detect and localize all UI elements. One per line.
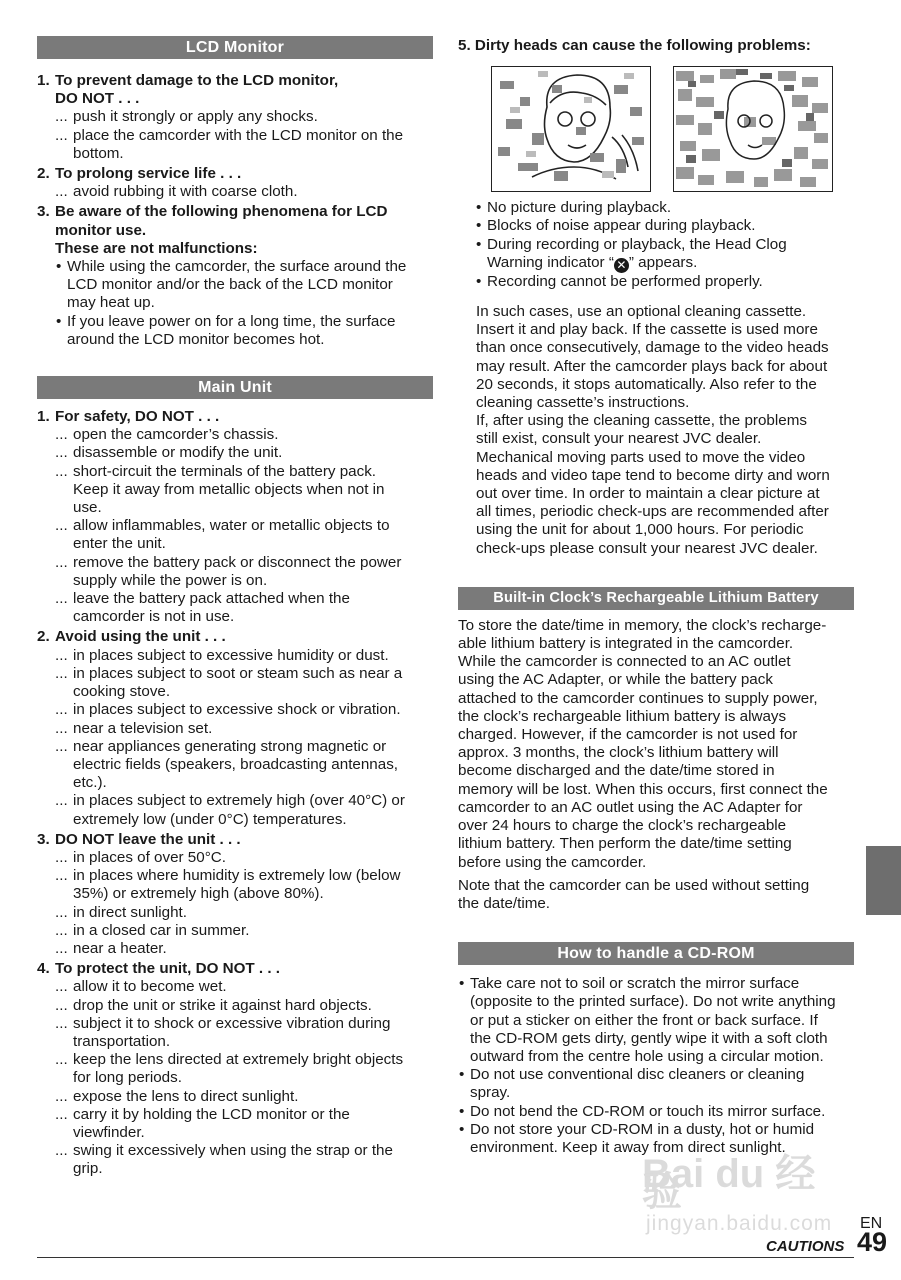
item-number: 1. (37, 72, 50, 89)
dirty-heads-problems (458, 199, 854, 291)
paragraph-line: lithium battery. Then perform the date/time setting (458, 835, 792, 853)
cdrom-header: How to handle a CD-ROM (458, 942, 854, 965)
sub-item (55, 738, 433, 793)
bullet-line: While using the camcorder, the surface around the (67, 258, 407, 276)
lcd-monitor-section (37, 72, 433, 349)
paragraph-line: Mechanical moving parts used to move the video (476, 448, 806, 466)
sub-item-line: remove the battery pack or disconnect the power (73, 553, 402, 571)
paragraph-line: check-ups please consult your nearest JVC dealer. (476, 539, 818, 557)
sub-item (55, 444, 433, 462)
sub-item (55, 922, 433, 940)
item-number: 3. (37, 830, 50, 848)
sub-item-text (73, 738, 433, 793)
item-title (55, 72, 433, 108)
sub-item-text (73, 517, 433, 553)
sub-item-text (73, 792, 433, 828)
footer-section-name: CAUTIONS (766, 1238, 845, 1255)
sub-item (55, 1015, 433, 1051)
sub-item-line: viewfinder. (73, 1123, 145, 1141)
sub-item-text (73, 1088, 433, 1106)
paragraph-line: the date/time. (458, 894, 551, 912)
sub-item-line: near a television set. (73, 719, 213, 737)
bullet-line: spray. (470, 1084, 511, 1102)
paragraph-line: memory will be lost. When this occurs, first connect the (458, 780, 828, 798)
sub-item-line: drop the unit or strike it against hard objects. (73, 996, 372, 1014)
paragraph-line: cleaning cassette’s instructions. (476, 394, 690, 412)
ellipsis-marker: ... (55, 462, 68, 480)
lithium-battery-header: Built-in Clock’s Rechargeable Lithium Battery (458, 587, 854, 610)
sub-item (55, 183, 433, 201)
sub-item (55, 554, 433, 590)
head-clog-warning-icon: ✕ (614, 258, 629, 273)
footer-language: EN (860, 1215, 883, 1232)
paragraph-line: If, after using the cleaning cassette, the problems (476, 412, 807, 430)
sub-item-line: place the camcorder with the LCD monitor on the (73, 126, 404, 144)
sub-item-line: swing it excessively when using the strap or the (73, 1142, 393, 1160)
sub-item-text (73, 665, 433, 701)
sub-item-line: supply while the power is on. (73, 571, 268, 589)
sub-item-line: in places subject to soot or steam such as near a (73, 664, 403, 682)
paragraph-line: still exist, consult your nearest JVC dealer. (476, 430, 762, 448)
sub-item-line: etc.). (73, 774, 107, 792)
paragraph-line: Note that the camcorder can be used without setting (458, 876, 810, 894)
sub-item-line: in places of over 50°C. (73, 848, 226, 866)
paragraph-line: the clock’s rechargeable lithium battery is always (458, 707, 787, 725)
ellipsis-marker: ... (55, 903, 68, 921)
numbered-item (37, 960, 433, 1178)
sub-item-line: expose the lens to direct sunlight. (73, 1087, 299, 1105)
sub-item-text (73, 978, 433, 996)
ellipsis-marker: ... (55, 664, 68, 682)
item-title-line: To protect the unit, DO NOT . . . (55, 960, 280, 978)
ellipsis-marker: ... (55, 1105, 68, 1123)
ellipsis-marker: ... (55, 701, 68, 719)
sub-item-line: push it strongly or apply any shocks. (73, 108, 318, 126)
item-number: 2. (37, 165, 50, 183)
sub-item-line: enter the unit. (73, 535, 166, 553)
left-column (37, 36, 433, 1179)
numbered-item (37, 408, 433, 626)
numbered-item (37, 628, 433, 828)
sub-item (55, 867, 433, 903)
item-title-line: DO NOT . . . (55, 90, 140, 108)
bullet-line: around the LCD monitor becomes hot. (67, 330, 325, 348)
item-number: 2. (37, 628, 50, 646)
ellipsis-marker: ... (55, 1142, 68, 1160)
bullet-text (470, 1103, 854, 1121)
sub-item-line: electric fields (speakers, broadcasting antennas, (73, 755, 399, 773)
sub-item (55, 426, 433, 444)
paragraph (458, 877, 854, 913)
sub-item-text (73, 720, 433, 738)
bullet-text (487, 217, 854, 235)
sub-item (55, 940, 433, 958)
bullet-line: outward from the centre hole using a circular motion. (470, 1047, 824, 1065)
paragraph-line: heads and video tape tend to become dirty and worn (476, 466, 830, 484)
ellipsis-marker: ... (55, 553, 68, 571)
sub-item (55, 647, 433, 665)
picture-with-noise-blocks (491, 66, 651, 192)
lithium-battery-text (458, 617, 854, 872)
item-title-line: These are not malfunctions: (55, 239, 258, 257)
sub-item-line: in places subject to extremely high (over 40°C) or (73, 792, 405, 810)
ellipsis-marker: ... (55, 426, 68, 444)
paragraph-line: may result. After the camcorder plays back for about (476, 357, 828, 375)
dirty-heads-title: 5. Dirty heads can cause the following problems: (458, 37, 811, 54)
sub-item-line: avoid rubbing it with coarse cloth. (73, 183, 298, 201)
item-title (55, 408, 433, 426)
sub-item-line: open the camcorder’s chassis. (73, 426, 279, 444)
ellipsis-marker: ... (55, 183, 68, 201)
sub-item-text (73, 590, 433, 626)
item-title (55, 831, 433, 849)
sub-item-line: 35%) or extremely high (above 80%). (73, 885, 324, 903)
paragraph-line: over 24 hours to charge the clock’s rechargeable (458, 817, 787, 835)
sub-item-text (73, 426, 433, 444)
bullet-line: the CD-ROM gets dirty, gently wipe it with a soft cloth (470, 1029, 828, 1047)
footer-rule (37, 1257, 854, 1258)
sub-item (55, 665, 433, 701)
bullet-line: Warning indicator “ (487, 253, 614, 271)
item-number: 4. (37, 960, 50, 978)
right-column (458, 36, 854, 1157)
item-title-line: DO NOT leave the unit . . . (55, 830, 241, 848)
bullet-item (55, 258, 433, 313)
sub-item-text (73, 463, 433, 518)
sub-item-line: subject it to shock or excessive vibration during (73, 1014, 391, 1032)
sub-item-line: carry it by holding the LCD monitor or the (73, 1105, 350, 1123)
ellipsis-marker: ... (55, 590, 68, 608)
sub-item-line: extremely low (under 0°C) temperatures. (73, 810, 347, 828)
bullet-line: Do not use conventional disc cleaners or cleaning (470, 1066, 805, 1084)
bullet-line: environment. Keep it away from direct sunlight. (470, 1138, 786, 1156)
numbered-item (37, 831, 433, 958)
bullet-line: may heat up. (67, 294, 155, 312)
sub-item (55, 720, 433, 738)
sub-item-text (73, 904, 433, 922)
ellipsis-marker: ... (55, 1014, 68, 1032)
sub-item-text (73, 922, 433, 940)
sub-item-text (73, 940, 433, 958)
numbered-item (37, 165, 433, 201)
sub-item-line: cooking stove. (73, 683, 171, 701)
sub-item (55, 978, 433, 996)
sub-item (55, 1088, 433, 1106)
sub-item (55, 997, 433, 1015)
sub-item-text (73, 647, 433, 665)
ellipsis-marker: ... (55, 719, 68, 737)
sub-item-text (73, 183, 433, 201)
sub-item-line: bottom. (73, 144, 124, 162)
sub-item-line: in places subject to excessive shock or vibration. (73, 701, 401, 719)
item-title (55, 628, 433, 646)
ellipsis-marker: ... (55, 939, 68, 957)
bullet-line: or put a sticker on either the front or back surface. If (470, 1011, 818, 1029)
lcd-monitor-header: LCD Monitor (37, 36, 433, 59)
bullet-item (475, 217, 854, 235)
item-title-line: Be aware of the following phenomena for LCD (55, 203, 388, 221)
ellipsis-marker: ... (55, 737, 68, 755)
sub-item-text (73, 701, 433, 719)
paragraph-line: 20 seconds, it stops automatically. Also refer to the (476, 375, 817, 393)
bullet-item (458, 1103, 854, 1121)
bullet-icon: • (476, 235, 482, 253)
bullet-text (487, 273, 854, 291)
paragraph-line: before using the camcorder. (458, 853, 647, 871)
paragraph-line: than once consecutively, damage to the video heads (476, 339, 829, 357)
paragraph-line: able lithium battery is integrated in the camcorder. (458, 635, 794, 653)
sub-item-text (73, 849, 433, 867)
sub-item (55, 463, 433, 518)
bullet-text (67, 313, 433, 349)
item-title-line: Avoid using the unit . . . (55, 628, 226, 646)
bullet-text (487, 236, 854, 273)
paragraph-line: approx. 3 months, the clock’s lithium battery will (458, 744, 779, 762)
page-edge-tab (866, 846, 901, 915)
sub-item-text (73, 127, 433, 163)
bullet-icon: • (476, 199, 482, 217)
paragraph-line: To store the date/time in memory, the clock’s recharge- (458, 616, 827, 634)
sub-item (55, 701, 433, 719)
sub-item-line: near a heater. (73, 939, 167, 957)
page-number: 49 (857, 1227, 888, 1257)
item-title (55, 960, 433, 978)
sub-item (55, 1142, 433, 1178)
numbered-item (37, 203, 433, 349)
bullet-icon: • (459, 1102, 465, 1120)
sub-item-line: allow it to become wet. (73, 978, 227, 996)
ellipsis-marker: ... (55, 792, 68, 810)
item-number: 3. (37, 203, 50, 221)
bullet-item (475, 199, 854, 217)
sub-item-text (73, 444, 433, 462)
ellipsis-marker: ... (55, 867, 68, 885)
paragraph-line: charged. However, if the camcorder is not used for (458, 726, 798, 744)
sub-item (55, 1051, 433, 1087)
sub-item (55, 517, 433, 553)
bullet-icon: • (476, 217, 482, 235)
ellipsis-marker: ... (55, 921, 68, 939)
sub-item-line: leave the battery pack attached when the (73, 590, 350, 608)
bullet-item (458, 1066, 854, 1102)
bullet-item (55, 313, 433, 349)
picture-heavy-noise (673, 66, 833, 192)
bullet-icon: • (56, 258, 62, 276)
sub-item-line: keep the lens directed at extremely bright objects (73, 1051, 404, 1069)
watermark-url: jingyan.baidu.com (646, 1212, 833, 1235)
sub-item-text (73, 1015, 433, 1051)
bullet-line: If you leave power on for a long time, the surface (67, 312, 396, 330)
ellipsis-marker: ... (55, 1051, 68, 1069)
bullet-line: Take care not to soil or scratch the mirror surface (470, 975, 800, 993)
item-title-line: To prolong service life . . . (55, 165, 242, 183)
main-unit-header: Main Unit (37, 376, 433, 399)
ellipsis-marker: ... (55, 126, 68, 144)
bullet-item (458, 975, 854, 1066)
item-number: 1. (37, 408, 50, 426)
bullet-text (487, 199, 854, 217)
bullet-line: LCD monitor and/or the back of the LCD monitor (67, 276, 393, 294)
item-title-line: monitor use. (55, 221, 147, 239)
paragraph-line: all times, periodic check-ups are recommended after (476, 503, 829, 521)
sub-item-line: grip. (73, 1160, 103, 1178)
sub-item-line: near appliances generating strong magnetic or (73, 737, 387, 755)
paragraph (458, 617, 854, 872)
paragraph-line: In such cases, use an optional cleaning cassette. (476, 303, 807, 321)
sub-item-text (73, 997, 433, 1015)
bullet-line: Blocks of noise appear during playback. (487, 217, 756, 235)
sub-item-text (73, 1142, 433, 1178)
ellipsis-marker: ... (55, 1087, 68, 1105)
item-title-line: To prevent damage to the LCD monitor, (55, 72, 339, 89)
bullet-line: Do not bend the CD-ROM or touch its mirror surface. (470, 1102, 826, 1120)
sub-item-line: short-circuit the terminals of the battery pack. (73, 462, 377, 480)
ellipsis-marker: ... (55, 517, 68, 535)
ellipsis-marker: ... (55, 444, 68, 462)
bullet-icon: • (459, 975, 465, 993)
bullet-item (475, 236, 854, 273)
sub-item (55, 590, 433, 626)
item-title-line: For safety, DO NOT . . . (55, 408, 220, 426)
ellipsis-marker: ... (55, 978, 68, 996)
bullet-line: (opposite to the printed surface). Do not write anything (470, 993, 836, 1011)
sub-item-line: use. (73, 499, 102, 517)
paragraph-line: While the camcorder is connected to an AC outlet (458, 653, 791, 671)
ellipsis-marker: ... (55, 996, 68, 1014)
bullet-line: Recording cannot be performed properly. (487, 272, 763, 290)
bullet-line: Do not store your CD-ROM in a dusty, hot or humid (470, 1120, 815, 1138)
bullet-line: No picture during playback. (487, 199, 672, 217)
sub-item-text (73, 1106, 433, 1142)
sub-item (55, 127, 433, 163)
sub-item (55, 904, 433, 922)
sub-item-line: for long periods. (73, 1069, 182, 1087)
main-unit-section (37, 408, 433, 1179)
noise-illustrations (458, 66, 854, 192)
bullet-text (67, 258, 433, 313)
baidu-watermark (642, 1152, 852, 1245)
bullet-icon: • (459, 1120, 465, 1138)
sub-item-text (73, 1051, 433, 1087)
ellipsis-marker: ... (55, 108, 68, 126)
sub-item-line: camcorder is not in use. (73, 608, 235, 626)
sub-item (55, 108, 433, 126)
sub-item-text (73, 554, 433, 590)
lithium-battery-note (458, 877, 854, 913)
item-title (55, 165, 433, 183)
paragraph-line: attached to the camcorder continues to supply power, (458, 689, 818, 707)
sub-item-text (73, 108, 433, 126)
numbered-item (37, 72, 433, 163)
paragraph-line: camcorder to an AC outlet using the AC Adapter for (458, 798, 803, 816)
paragraph-line: using the unit for about 1,000 hours. For periodic (476, 521, 804, 539)
sub-item-line: allow inflammables, water or metallic objects to (73, 517, 390, 535)
bullet-icon: • (459, 1066, 465, 1084)
paragraph-line: out over time. In order to maintain a clear picture at (476, 485, 820, 503)
ellipsis-marker: ... (55, 848, 68, 866)
sub-item-line: disassemble or modify the unit. (73, 444, 283, 462)
sub-item-line: in places subject to excessive humidity or dust. (73, 646, 389, 664)
sub-item-line: transportation. (73, 1032, 171, 1050)
bullet-item (475, 273, 854, 291)
sub-item-line: in places where humidity is extremely low (below (73, 867, 401, 885)
item-title (55, 203, 433, 258)
paragraph-line: Insert it and play back. If the cassette is used more (476, 321, 818, 339)
cleaning-advice (458, 303, 854, 558)
paragraph-line: using the AC Adapter, or while the battery pack (458, 671, 773, 689)
sub-item-text (73, 867, 433, 903)
sub-item-line: in direct sunlight. (73, 903, 187, 921)
paragraph (476, 303, 854, 558)
watermark-brand: Bai du 经验 (642, 1152, 816, 1215)
bullet-line: During recording or playback, the Head Clog (487, 235, 787, 253)
sub-item-line: in a closed car in summer. (73, 921, 250, 939)
bullet-line: ” appears. (628, 253, 698, 271)
bullet-text (470, 975, 854, 1066)
bullet-icon: • (56, 312, 62, 330)
sub-item (55, 792, 433, 828)
cdrom-handling-list (458, 975, 854, 1157)
bullet-text (470, 1066, 854, 1102)
paragraph-line: become discharged and the date/time stored in (458, 762, 775, 780)
sub-item (55, 849, 433, 867)
sub-item-line: Keep it away from metallic objects when not in (73, 480, 385, 498)
sub-item (55, 1106, 433, 1142)
ellipsis-marker: ... (55, 646, 68, 664)
bullet-icon: • (476, 272, 482, 290)
